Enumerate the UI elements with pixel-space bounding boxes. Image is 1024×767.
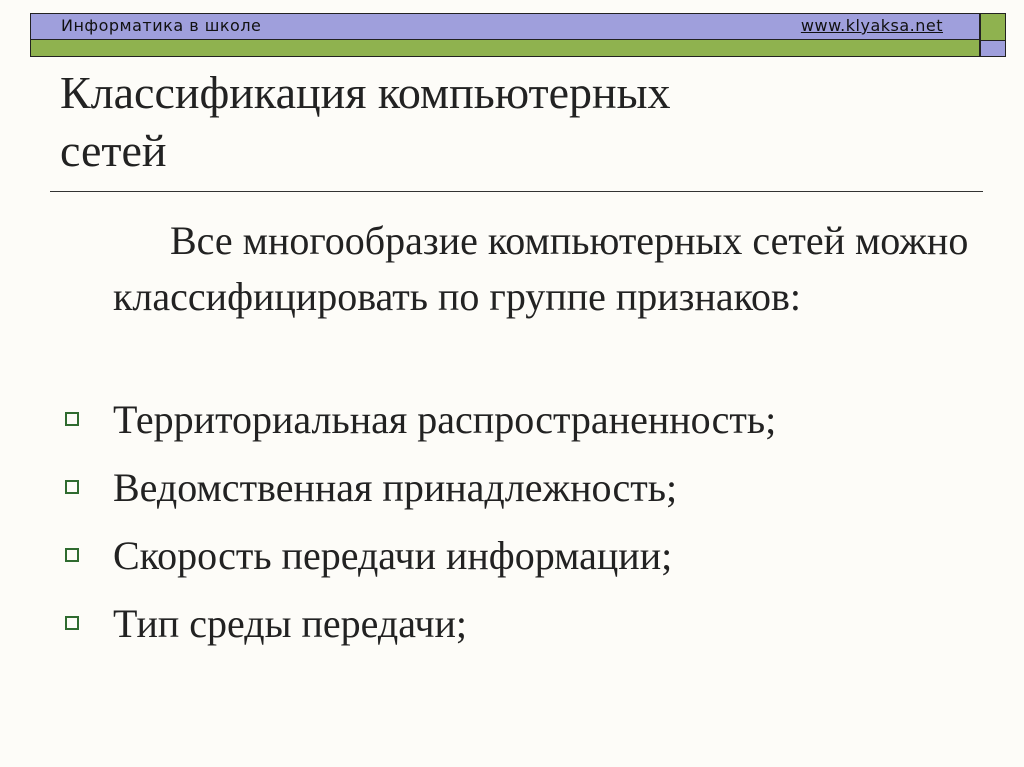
list-item-text: Территориальная распространенность;: [113, 396, 777, 442]
square-bullet-icon: [65, 616, 79, 630]
criteria-list: [62, 385, 1002, 657]
square-bullet-icon: [65, 412, 79, 426]
list-item-text: Тип среды передачи;: [113, 600, 467, 646]
header-green-band: [30, 40, 980, 57]
list-item-text: Скорость передачи информации;: [113, 532, 673, 578]
header-corner-box-top: [980, 13, 1006, 41]
header-title: Информатика в школе: [61, 16, 262, 35]
intro-paragraph: Все многообразие компьютерных сетей можно классифицировать по группе признаков:: [113, 218, 969, 319]
header-corner-box-bottom: [980, 40, 1006, 57]
slide-title: [60, 64, 960, 180]
list-item: [62, 521, 1002, 589]
square-bullet-icon: [65, 480, 79, 494]
slide-title-line-2: сетей: [60, 125, 167, 176]
header-bar: [30, 13, 980, 40]
slide-title-line-1: Классификация компьютерных: [60, 67, 671, 118]
list-item: [62, 453, 1002, 521]
list-item: [62, 385, 1002, 453]
list-item-text: Ведомственная принадлежность;: [113, 464, 678, 510]
website-link[interactable]: www.klyaksa.net: [800, 16, 943, 35]
title-divider: [50, 191, 983, 192]
square-bullet-icon: [65, 548, 79, 562]
list-item: [62, 589, 1002, 657]
